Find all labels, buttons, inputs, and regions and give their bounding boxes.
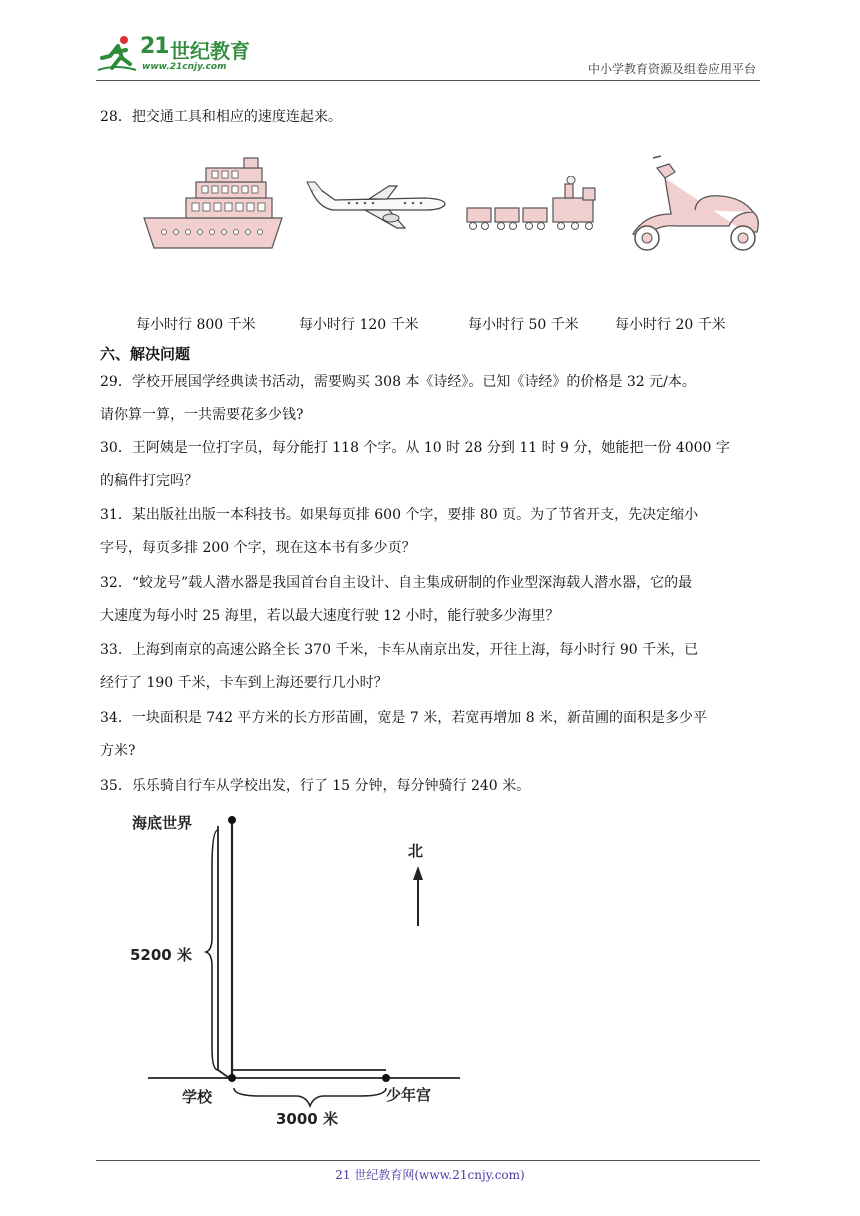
route-map [120, 808, 470, 1138]
site-logo [96, 32, 266, 78]
scooter-icon [625, 154, 765, 254]
map-label-north: 北 [408, 842, 424, 860]
speed-options [100, 314, 760, 334]
question-35-line-1: 35．乐乐骑自行车从学校出发，行了 15 分钟，每分钟骑行 240 米。 [100, 778, 531, 794]
question-30-line-2: 的稿件打完吗？ [100, 473, 198, 489]
question-34 [100, 702, 762, 768]
logo-text: 世纪教育 [170, 39, 250, 63]
airplane-icon [305, 172, 450, 232]
question-32-line-2: 大速度为每小时 25 海里，若以最大速度行驶 12 小时，能行驶多少海里？ [100, 608, 560, 624]
question-33 [100, 634, 762, 700]
question-28: 28．把交通工具和相应的速度连起来。 [100, 109, 342, 125]
question-35 [100, 770, 762, 803]
header-divider [96, 80, 760, 81]
page-header [96, 28, 760, 80]
speed-option-1: 每小时行 800 千米 [136, 317, 256, 333]
speed-option-3: 每小时行 50 千米 [468, 317, 579, 333]
logo-url: www.21cnjy.com [142, 62, 227, 72]
question-34-line-2: 方米? [100, 743, 136, 759]
question-31-line-2: 字号，每页多排 200 个字，现在这本书有多少页？ [100, 540, 416, 556]
train-icon [465, 176, 605, 236]
header-platform-text: 中小学教育资源及组卷应用平台 [587, 62, 756, 76]
vehicle-images [100, 150, 770, 260]
runner-logo-icon [96, 34, 140, 74]
question-29-line-2: 请你算一算，一共需要花多少钱? [100, 407, 304, 423]
footer-divider [96, 1160, 760, 1161]
question-29 [100, 366, 762, 432]
map-label-school: 学校 [182, 1088, 213, 1106]
map-label-horizontal-distance: 3000 米 [276, 1110, 338, 1128]
question-34-line-1: 34．一块面积是 742 平方米的长方形苗圃，宽是 7 米，若宽再增加 8 米，新苗圃的面积是多少平 [100, 710, 708, 726]
ship-icon [140, 156, 285, 256]
page-footer: 21 世纪教育网(www.21cnjy.com) [335, 1168, 525, 1182]
logo-number: 21 [140, 34, 169, 59]
question-29-line-1: 29．学校开展国学经典读书活动，需要购买 308 本《诗经》。已知《诗经》的价格是 32 元/本。 [100, 374, 696, 390]
question-30 [100, 432, 762, 498]
speed-option-2: 每小时行 120 千米 [299, 317, 419, 333]
question-31 [100, 499, 762, 565]
question-32-line-1: 32．“蛟龙号”载人潜水器是我国首台自主设计、自主集成研制的作业型深海载人潜水器，它的最 [100, 575, 693, 591]
speed-option-4: 每小时行 20 千米 [615, 317, 726, 333]
section-title: 六、解决问题 [100, 345, 191, 363]
question-33-line-1: 33．上海到南京的高速公路全长 370 千米，卡车从南京出发，开往上海，每小时行 90 千米，已 [100, 642, 699, 658]
question-30-line-1: 30．王阿姨是一位打字员，每分能打 118 个字。从 10 时 28 分到 11 时 9 分，她能把一份 4000 字 [100, 440, 730, 456]
map-label-seaworld: 海底世界 [132, 814, 193, 832]
question-31-line-1: 31．某出版社出版一本科技书。如果每页排 600 个字，要排 80 页。为了节省开支，先决定缩小 [100, 507, 699, 523]
question-33-line-2: 经行了 190 千米，卡车到上海还要行几小时？ [100, 675, 388, 691]
map-label-youth-palace: 少年宫 [386, 1086, 432, 1104]
question-32 [100, 567, 762, 633]
map-label-vertical-distance: 5200 米 [130, 946, 192, 964]
